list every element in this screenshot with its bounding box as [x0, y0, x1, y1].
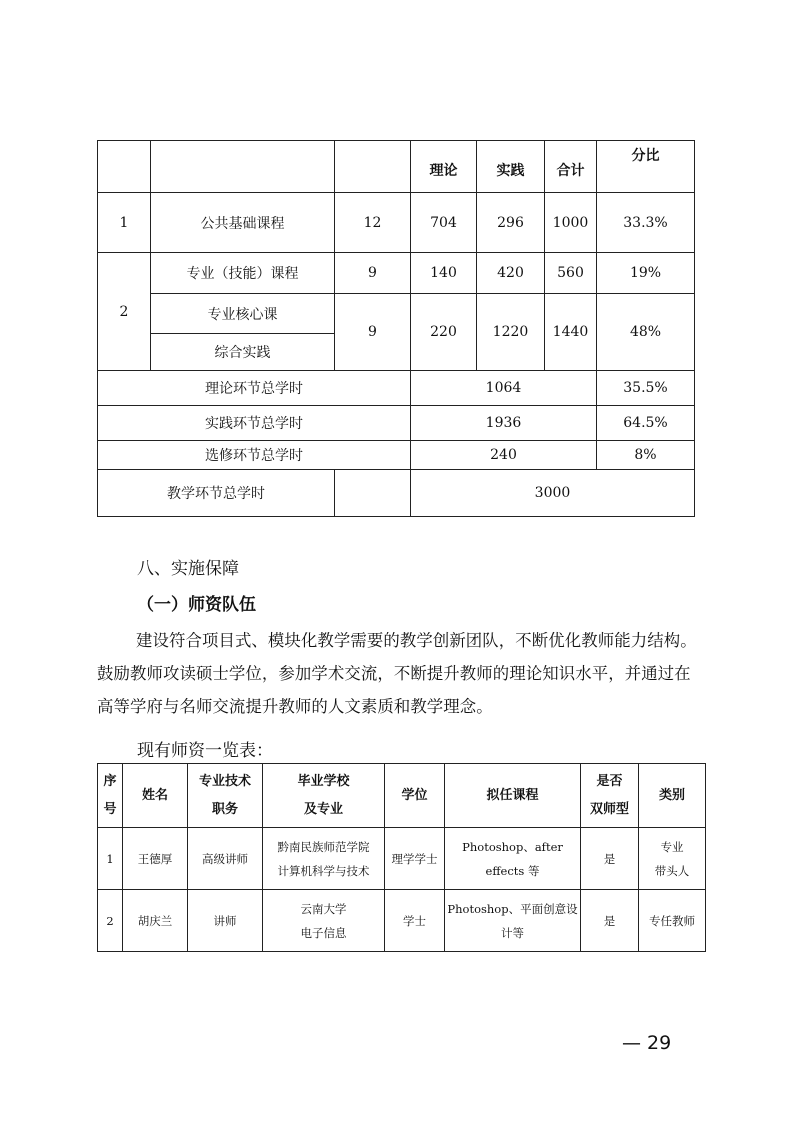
course-name: 专业（技能）课程: [151, 253, 335, 294]
summary-value: 240: [411, 441, 597, 470]
staff-number: 2: [98, 890, 123, 952]
hours-table: [97, 140, 695, 517]
sub-heading: （一）师资队伍: [137, 595, 256, 615]
staff-courses: Photoshop、after effects 等: [445, 828, 581, 890]
summary-label: 选修环节总学时: [98, 441, 411, 470]
row-number: 1: [98, 193, 151, 253]
summary-value: 1936: [411, 406, 597, 441]
header-total: 合计: [545, 141, 597, 193]
header-practice: 实践: [477, 141, 545, 193]
summary-label: 理论环节总学时: [98, 371, 411, 406]
row-number: 2: [98, 253, 151, 371]
staff-category: 专业 带头人: [639, 828, 706, 890]
staff-number: 1: [98, 828, 123, 890]
summary-row: [98, 371, 695, 406]
summary-row: [98, 406, 695, 441]
header-courses: 拟任课程: [445, 764, 581, 828]
total-hours: 560: [545, 253, 597, 294]
total-hours: 1000: [545, 193, 597, 253]
header-name: 姓名: [123, 764, 188, 828]
ratio: 19%: [597, 253, 695, 294]
table-row: [98, 193, 695, 253]
header-category: 类别: [639, 764, 706, 828]
header-degree: 学位: [385, 764, 445, 828]
header-school: 毕业学校 及专业: [263, 764, 385, 828]
theory-hours: 220: [411, 294, 477, 371]
table-row: [98, 828, 706, 890]
page-number: — 29: [622, 1032, 672, 1054]
header-dual: 是否 双师型: [581, 764, 639, 828]
staff-table: [97, 763, 706, 952]
course-name: 专业核心课: [151, 294, 335, 334]
summary-value: 3000: [411, 470, 695, 517]
staff-degree: 学士: [385, 890, 445, 952]
header-ratio: 分比: [597, 141, 695, 193]
table-header-row: [98, 141, 695, 193]
practice-hours: 1220: [477, 294, 545, 371]
staff-title: 高级讲师: [188, 828, 263, 890]
summary-value: 1064: [411, 371, 597, 406]
theory-hours: 140: [411, 253, 477, 294]
summary-ratio: 35.5%: [597, 371, 695, 406]
section-heading: 八、实施保障: [137, 559, 239, 579]
summary-row: [98, 470, 695, 517]
summary-label: 教学环节总学时: [98, 470, 335, 517]
theory-hours: 704: [411, 193, 477, 253]
total-hours: 1440: [545, 294, 597, 371]
course-name: 综合实践: [151, 334, 335, 371]
body-paragraph: 建设符合项目式、模块化教学需要的教学创新团队，不断优化教师能力结构。鼓励教师攻读硕士学位，参加学术交流，不断提升教师的理论知识水平，并通过在高等学府与名师交流提升教师的人文素质和教学理念。: [97, 631, 697, 716]
table-row: [98, 253, 695, 294]
staff-degree: 理学学士: [385, 828, 445, 890]
staff-dual: 是: [581, 828, 639, 890]
table-header-row: [98, 764, 706, 828]
course-name: 公共基础课程: [151, 193, 335, 253]
credits: 12: [335, 193, 411, 253]
credits: 9: [335, 294, 411, 371]
staff-category: 专任教师: [639, 890, 706, 952]
header-number: 序 号: [98, 764, 123, 828]
staff-courses: Photoshop、平面创意设 计等: [445, 890, 581, 952]
staff-school: 云南大学 电子信息: [263, 890, 385, 952]
table-row: [98, 294, 695, 334]
practice-hours: 420: [477, 253, 545, 294]
summary-label: 实践环节总学时: [98, 406, 411, 441]
ratio: 33.3%: [597, 193, 695, 253]
header-title: 专业技术 职务: [188, 764, 263, 828]
summary-ratio: 64.5%: [597, 406, 695, 441]
summary-ratio: 8%: [597, 441, 695, 470]
ratio: 48%: [597, 294, 695, 371]
staff-school: 黔南民族师范学院 计算机科学与技术: [263, 828, 385, 890]
staff-dual: 是: [581, 890, 639, 952]
header-theory: 理论: [411, 141, 477, 193]
table-row: [98, 890, 706, 952]
staff-name: 胡庆兰: [123, 890, 188, 952]
credits: 9: [335, 253, 411, 294]
table-intro: 现有师资一览表：: [137, 741, 273, 761]
staff-title: 讲师: [188, 890, 263, 952]
summary-row: [98, 441, 695, 470]
staff-name: 王德厚: [123, 828, 188, 890]
practice-hours: 296: [477, 193, 545, 253]
